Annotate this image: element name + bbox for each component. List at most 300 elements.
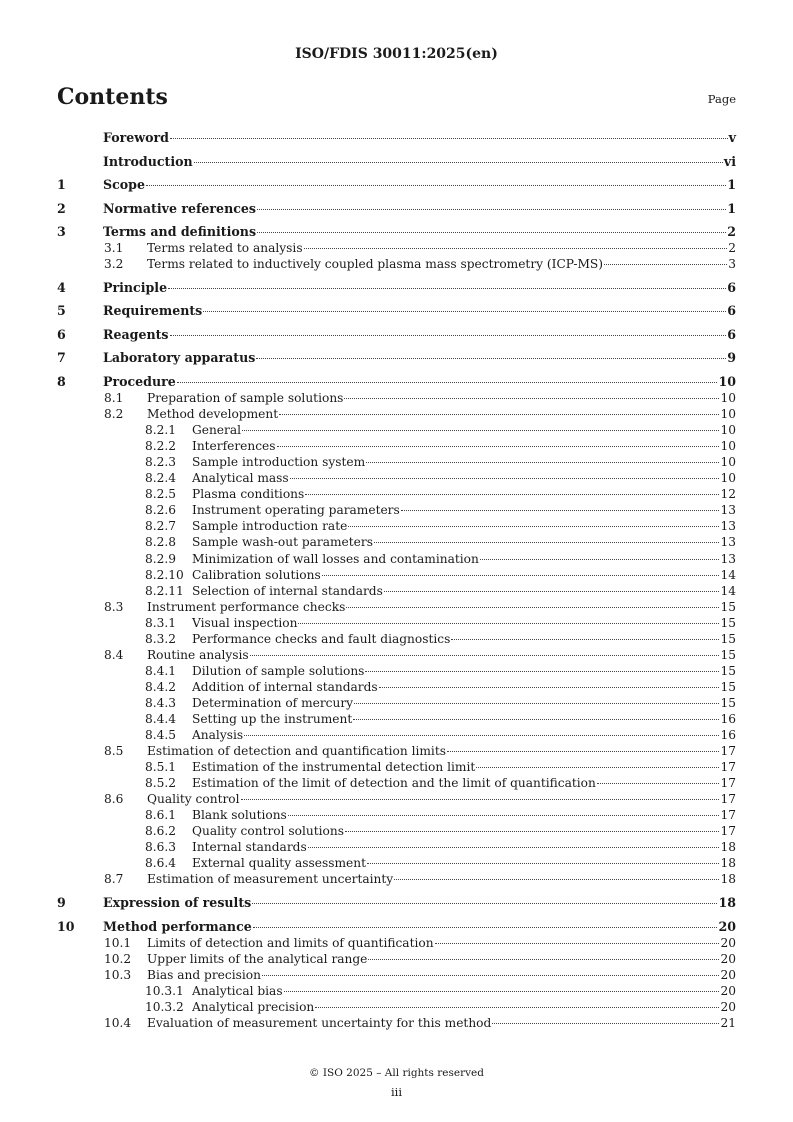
toc-entry-line (103, 350, 736, 366)
toc-entry-title: Quality control (147, 792, 240, 807)
toc-entry[interactable] (57, 759, 736, 775)
toc-entry-number: 8.2.9 (145, 551, 177, 566)
toc-entry-number: 8.5.2 (145, 776, 177, 791)
toc-entry-title: Limits of detection and limits of quantification (147, 935, 434, 950)
toc-entry[interactable] (57, 280, 736, 296)
toc-entry-page: 16 (720, 728, 736, 743)
toc-entry-title: Sample introduction rate (192, 519, 348, 534)
toc-entry-page: 10 (720, 439, 736, 454)
dot-leader (384, 591, 720, 592)
dot-leader (345, 831, 720, 832)
dot-leader (252, 903, 717, 904)
toc-entry-page: 18 (720, 856, 736, 871)
toc-entry[interactable] (57, 422, 736, 438)
toc-entry-number: 8.4.1 (145, 663, 177, 678)
toc-entry-number: 8.6.4 (145, 856, 177, 871)
toc-entry-title: Procedure (103, 374, 176, 390)
toc-entry-page: 15 (720, 599, 736, 614)
toc-entry-line (192, 839, 736, 855)
toc-entry-title: Dilution of sample solutions (192, 663, 365, 678)
toc-entry-number: 8.2.11 (145, 583, 184, 598)
dot-leader (597, 783, 720, 784)
toc-entry-line (192, 823, 736, 839)
toc-entry[interactable] (57, 935, 736, 951)
toc-entry-page: 15 (720, 695, 736, 710)
toc-entry-line (192, 502, 736, 518)
toc-entry-page: 6 (727, 303, 736, 319)
dot-leader (177, 382, 718, 383)
toc-entry[interactable] (57, 807, 736, 823)
toc-entry-number: 8.2.1 (145, 423, 177, 438)
toc-entry-title: Terms related to analysis (147, 241, 303, 256)
dot-leader (244, 735, 719, 736)
toc-entry[interactable] (57, 663, 736, 679)
toc-entry-title: Analytical bias (192, 983, 283, 998)
toc-entry[interactable] (57, 599, 736, 615)
dot-leader (256, 358, 726, 359)
toc-entry-page: 13 (720, 503, 736, 518)
toc-entry-line (103, 130, 736, 146)
toc-entry-line (147, 743, 736, 759)
toc-entry-number: 8.4 (104, 647, 124, 662)
toc-entry-line (192, 999, 736, 1015)
toc-entry-page: vi (723, 153, 736, 169)
toc-entry-page: 14 (720, 567, 736, 582)
toc-entry-title: Scope (103, 177, 145, 193)
toc-entry-line (147, 871, 736, 887)
toc-entry-page: 18 (720, 872, 736, 887)
toc-entry-page: 20 (720, 935, 736, 950)
toc-entry-page: 10 (720, 455, 736, 470)
toc-entry-line (192, 615, 736, 631)
toc-entry[interactable] (57, 534, 736, 550)
toc-entry-number: 8.6.1 (145, 808, 177, 823)
toc-entry-line (103, 919, 736, 935)
toc-entry-line (147, 647, 736, 663)
dot-leader (451, 639, 719, 640)
toc-entry-title: Minimization of wall losses and contamination (192, 551, 479, 566)
dot-leader (322, 575, 720, 576)
toc-entry[interactable] (57, 256, 736, 272)
toc-entry[interactable] (57, 470, 736, 486)
toc-entry[interactable] (57, 855, 736, 871)
toc-entry[interactable] (57, 224, 736, 240)
toc-entry-page: 20 (720, 983, 736, 998)
toc-entry-title: Reagents (103, 326, 169, 342)
toc-entry[interactable] (57, 201, 736, 217)
dot-leader (253, 927, 718, 928)
toc-entry-title: Instrument performance checks (147, 599, 346, 614)
toc-entry-line (192, 663, 736, 679)
toc-entry-page: 17 (720, 760, 736, 775)
dot-leader (354, 703, 719, 704)
toc-entry-page: 18 (718, 895, 736, 911)
toc-entry-title: Analytical precision (192, 999, 315, 1014)
toc-entry-title: Terms related to inductively coupled plasma mass spectrometry (ICP-MS) (147, 257, 604, 272)
dot-leader (250, 655, 720, 656)
toc-entry-number: 3 (57, 224, 66, 240)
toc-entry-page: 13 (720, 535, 736, 550)
toc-entry[interactable] (57, 518, 736, 534)
toc-entry-number: 3.2 (104, 257, 124, 272)
toc-entry-page: 17 (720, 808, 736, 823)
toc-entry-title: Preparation of sample solutions (147, 391, 344, 406)
toc-entry-line (192, 983, 736, 999)
toc-entry[interactable] (57, 154, 736, 170)
toc-entry-title: Normative references (103, 200, 257, 216)
toc-entry-number: 6 (57, 326, 66, 342)
toc-entry-line (147, 935, 736, 951)
toc-entry-line (192, 855, 736, 871)
toc-entry-page: v (728, 130, 736, 145)
toc-entry-page: 14 (720, 583, 736, 598)
toc-entry-line (147, 967, 736, 983)
toc-entry-page: 2 (727, 224, 736, 240)
toc-entry-number: 8.6.3 (145, 840, 177, 855)
toc-entry-line (147, 390, 736, 406)
toc-entry-title: Evaluation of measurement uncertainty for this method (147, 1015, 492, 1030)
toc-entry[interactable] (57, 647, 736, 663)
toc-entry-number: 8.1 (104, 391, 124, 406)
toc-entry[interactable] (57, 695, 736, 711)
toc-entry-page: 13 (720, 551, 736, 566)
dot-leader (604, 264, 727, 265)
toc-entry-page: 20 (718, 918, 736, 934)
toc-entry-title: Quality control solutions (192, 824, 344, 839)
toc-entry-page: 12 (720, 487, 736, 502)
dot-leader (194, 162, 723, 163)
toc-entry-line (192, 695, 736, 711)
toc-entry-page: 13 (720, 519, 736, 534)
dot-leader (288, 815, 720, 816)
toc-entry[interactable] (57, 390, 736, 406)
dot-leader (203, 311, 726, 312)
dot-leader (353, 719, 719, 720)
dot-leader (242, 430, 719, 431)
toc-entry[interactable] (57, 502, 736, 518)
toc-entry-page: 10 (720, 423, 736, 438)
toc-entry-number: 8.4.3 (145, 695, 177, 710)
toc-entry-number: 8.5.1 (145, 760, 177, 775)
toc-entry-title: Routine analysis (147, 647, 249, 662)
toc-entry-page: 15 (720, 631, 736, 646)
toc-entry-title: Selection of internal standards (192, 583, 383, 598)
toc-entry-line (147, 256, 736, 272)
toc-entry-title: Analytical mass (192, 471, 289, 486)
toc-entry-page: 10 (718, 374, 736, 390)
toc-entry-line (147, 1015, 736, 1031)
dot-leader (346, 607, 719, 608)
toc-entry-page: 16 (720, 712, 736, 726)
toc-entry-number: 8.2.6 (145, 503, 177, 518)
toc-entry-number: 4 (57, 279, 66, 295)
toc-entry-title: Method development (147, 407, 279, 422)
toc-entry-number: 10 (57, 918, 75, 934)
toc-entry[interactable] (57, 583, 736, 599)
toc-entry-page: 21 (720, 1015, 736, 1030)
toc-entry-line (103, 177, 736, 193)
toc-entry[interactable] (57, 919, 736, 935)
toc-entry-number: 9 (57, 895, 66, 911)
toc-entry-number: 2 (57, 200, 66, 216)
dot-leader (290, 478, 720, 479)
dot-leader (168, 288, 726, 289)
toc-entry-page: 17 (720, 776, 736, 791)
dot-leader (379, 687, 720, 688)
toc-entry-line (192, 534, 736, 550)
toc-entry-number: 8.4.4 (145, 712, 177, 726)
toc-entry-page: 15 (720, 679, 736, 694)
toc-entry-line (192, 727, 736, 743)
toc-entry-page: 17 (720, 824, 736, 839)
toc-entry-page: 20 (720, 999, 736, 1014)
toc-entry-line (192, 775, 736, 791)
toc-entry-page: 18 (720, 840, 736, 855)
dot-leader (298, 623, 719, 624)
dot-leader (257, 232, 726, 233)
dot-leader (304, 248, 728, 249)
toc-entry-title: Laboratory apparatus (103, 350, 256, 366)
toc-entry[interactable] (57, 130, 736, 146)
toc-entry-title: Internal standards (192, 840, 307, 855)
toc-entry[interactable] (57, 951, 736, 967)
toc-entry[interactable] (57, 967, 736, 983)
toc-entry-title: General (192, 423, 241, 438)
toc-entry-title: Expression of results (103, 895, 252, 911)
toc-entry[interactable] (57, 177, 736, 193)
toc-entry[interactable] (57, 743, 736, 759)
toc-entry-title: Method performance (103, 918, 252, 934)
toc-title: Contents (57, 84, 168, 110)
toc-entry[interactable] (57, 374, 736, 390)
toc-entry-number: 7 (57, 350, 66, 366)
toc-entry[interactable] (57, 775, 736, 791)
dot-leader (374, 542, 720, 543)
dot-leader (170, 335, 727, 336)
toc-entry-number: 5 (57, 303, 66, 319)
table-of-contents (57, 130, 736, 1031)
toc-entry-number: 1 (57, 177, 66, 193)
toc-entry[interactable] (57, 1015, 736, 1031)
toc-entry-page: 10 (720, 407, 736, 422)
toc-entry[interactable] (57, 454, 736, 470)
toc-entry-title: Estimation of the limit of detection and the limit of quantification (192, 776, 596, 791)
toc-entry-title: Sample introduction system (192, 455, 366, 470)
toc-entry-line (103, 154, 736, 170)
toc-entry-title: Bias and precision (147, 967, 261, 982)
toc-entry-title: Estimation of the instrumental detection limit (192, 760, 476, 775)
toc-entry-number: 8.2 (104, 407, 124, 422)
toc-entry-title: Upper limits of the analytical range (147, 951, 368, 966)
toc-entry-number: 8.7 (104, 872, 124, 887)
toc-entry-page: 2 (728, 241, 736, 256)
toc-entry-page: 15 (720, 615, 736, 630)
toc-entry-page: 1 (727, 177, 736, 193)
toc-entry[interactable] (57, 871, 736, 887)
toc-entry-title: External quality assessment (192, 856, 366, 871)
toc-entry-number: 8.4.2 (145, 679, 177, 694)
toc-entry[interactable] (57, 615, 736, 631)
toc-entry-page: 3 (728, 257, 736, 272)
toc-entry-line (192, 551, 736, 567)
toc-entry-line (192, 759, 736, 775)
toc-entry-line (147, 791, 736, 807)
toc-entry-title: Principle (103, 279, 168, 295)
dot-leader (367, 863, 720, 864)
toc-entry[interactable] (57, 551, 736, 567)
toc-entry-line (192, 438, 736, 454)
dot-leader (480, 559, 720, 560)
toc-entry-title: Performance checks and fault diagnostics (192, 631, 451, 646)
dot-leader (492, 1023, 719, 1024)
toc-entry-title: Requirements (103, 303, 203, 319)
toc-entry[interactable] (57, 895, 736, 911)
toc-entry-page: 10 (720, 471, 736, 486)
toc-entry-line (192, 807, 736, 823)
toc-entry-line (192, 470, 736, 486)
toc-entry-page: 6 (727, 279, 736, 295)
toc-entry-line (103, 327, 736, 343)
dot-leader (315, 1007, 719, 1008)
toc-entry-page: 10 (720, 391, 736, 406)
toc-entry-page: 6 (727, 326, 736, 342)
document-id-header: ISO/FDIS 30011:2025(en) (295, 46, 498, 62)
toc-entry[interactable] (57, 679, 736, 695)
toc-entry-number: 8.6 (104, 792, 124, 807)
toc-entry-title: Determination of mercury (192, 695, 354, 710)
dot-leader (170, 138, 728, 139)
toc-entry-line (192, 631, 736, 647)
toc-entry-number: 3.1 (104, 241, 124, 256)
toc-entry-line (192, 454, 736, 470)
toc-entry-number: 8.6.2 (145, 824, 177, 839)
toc-entry-number: 10.3 (104, 967, 132, 982)
toc-entry[interactable] (57, 983, 736, 999)
dot-leader (476, 767, 719, 768)
dot-leader (401, 510, 720, 511)
dot-leader (366, 462, 719, 463)
dot-leader (435, 943, 720, 944)
toc-entry-number: 8.2.8 (145, 535, 177, 550)
toc-entry-page: 17 (720, 744, 736, 759)
toc-entry-line (192, 583, 736, 599)
toc-entry-title: Setting up the instrument (192, 712, 353, 726)
toc-entry-title: Sample wash-out parameters (192, 535, 373, 550)
toc-entry-line (192, 486, 736, 502)
toc-entry-line (103, 374, 736, 390)
dot-leader (279, 414, 719, 415)
dot-leader (394, 879, 719, 880)
toc-entry-title: Plasma conditions (192, 487, 305, 502)
toc-entry-page: 20 (720, 967, 736, 982)
toc-entry-number: 8.2.5 (145, 487, 177, 502)
toc-entry[interactable] (57, 711, 736, 727)
toc-entry-line (103, 280, 736, 296)
toc-entry-number: 8.3 (104, 599, 124, 614)
toc-entry-page: 15 (720, 647, 736, 662)
toc-entry-title: Foreword (103, 130, 169, 145)
dot-leader (262, 975, 720, 976)
toc-entry-page: 17 (720, 792, 736, 807)
toc-entry-number: 8.4.5 (145, 728, 177, 743)
toc-entry-number: 10.3.1 (145, 983, 184, 998)
page-column-label: Page (707, 92, 736, 106)
toc-entry-title: Introduction (103, 153, 193, 169)
toc-entry-number: 10.1 (104, 935, 132, 950)
dot-leader (447, 751, 719, 752)
toc-entry-page: 20 (720, 951, 736, 966)
toc-entry-page: 15 (720, 663, 736, 678)
toc-entry[interactable] (57, 486, 736, 502)
toc-entry-line (192, 518, 736, 534)
toc-entry-line (192, 567, 736, 583)
toc-entry[interactable] (57, 839, 736, 855)
toc-entry-number: 10.2 (104, 951, 132, 966)
toc-entry-title: Estimation of detection and quantification limits (147, 744, 446, 759)
toc-entry[interactable] (57, 567, 736, 583)
toc-entry-title: Interferences (192, 439, 276, 454)
toc-entry-number: 8.2.10 (145, 567, 184, 582)
toc-entry-title: Blank solutions (192, 808, 287, 823)
dot-leader (365, 671, 719, 672)
toc-entry-line (147, 406, 736, 422)
toc-entry[interactable] (57, 727, 736, 743)
toc-entry[interactable] (57, 631, 736, 647)
dot-leader (146, 185, 726, 186)
toc-entry[interactable] (57, 350, 736, 366)
toc-entry-number: 10.4 (104, 1015, 132, 1030)
toc-entry[interactable] (57, 999, 736, 1015)
dot-leader (348, 526, 719, 527)
toc-entry-page: 1 (727, 200, 736, 216)
toc-entry-line (192, 711, 736, 727)
toc-entry-line (192, 679, 736, 695)
toc-entry-line (147, 951, 736, 967)
dot-leader (368, 959, 719, 960)
toc-entry[interactable] (57, 823, 736, 839)
toc-entry[interactable] (57, 406, 736, 422)
toc-entry-title: Addition of internal standards (192, 679, 378, 694)
toc-entry[interactable] (57, 438, 736, 454)
toc-entry-title: Terms and definitions (103, 224, 257, 240)
toc-entry-line (103, 201, 736, 217)
toc-entry-title: Visual inspection (192, 615, 298, 630)
toc-entry-number: 8.3.1 (145, 615, 177, 630)
toc-entry-number: 8.2.7 (145, 519, 177, 534)
toc-entry-title: Calibration solutions (192, 567, 321, 582)
toc-entry-page: 9 (727, 350, 736, 366)
toc-entry-number: 8.2.3 (145, 455, 177, 470)
toc-entry-line (103, 224, 736, 240)
toc-entry-number: 10.3.2 (145, 999, 184, 1014)
dot-leader (308, 847, 720, 848)
toc-entry[interactable] (57, 791, 736, 807)
dot-leader (241, 799, 720, 800)
toc-entry[interactable] (57, 303, 736, 319)
toc-entry-line (147, 240, 736, 256)
dot-leader (305, 494, 719, 495)
toc-entry[interactable] (57, 240, 736, 256)
toc-entry-number: 8.2.2 (145, 439, 177, 454)
toc-entry-number: 8.5 (104, 744, 124, 759)
toc-entry-line (103, 895, 736, 911)
toc-entry-number: 8.3.2 (145, 631, 177, 646)
toc-entry[interactable] (57, 327, 736, 343)
dot-leader (257, 209, 726, 210)
toc-entry-line (147, 599, 736, 615)
toc-entry-title: Instrument operating parameters (192, 503, 400, 518)
toc-entry-title: Estimation of measurement uncertainty (147, 872, 394, 887)
